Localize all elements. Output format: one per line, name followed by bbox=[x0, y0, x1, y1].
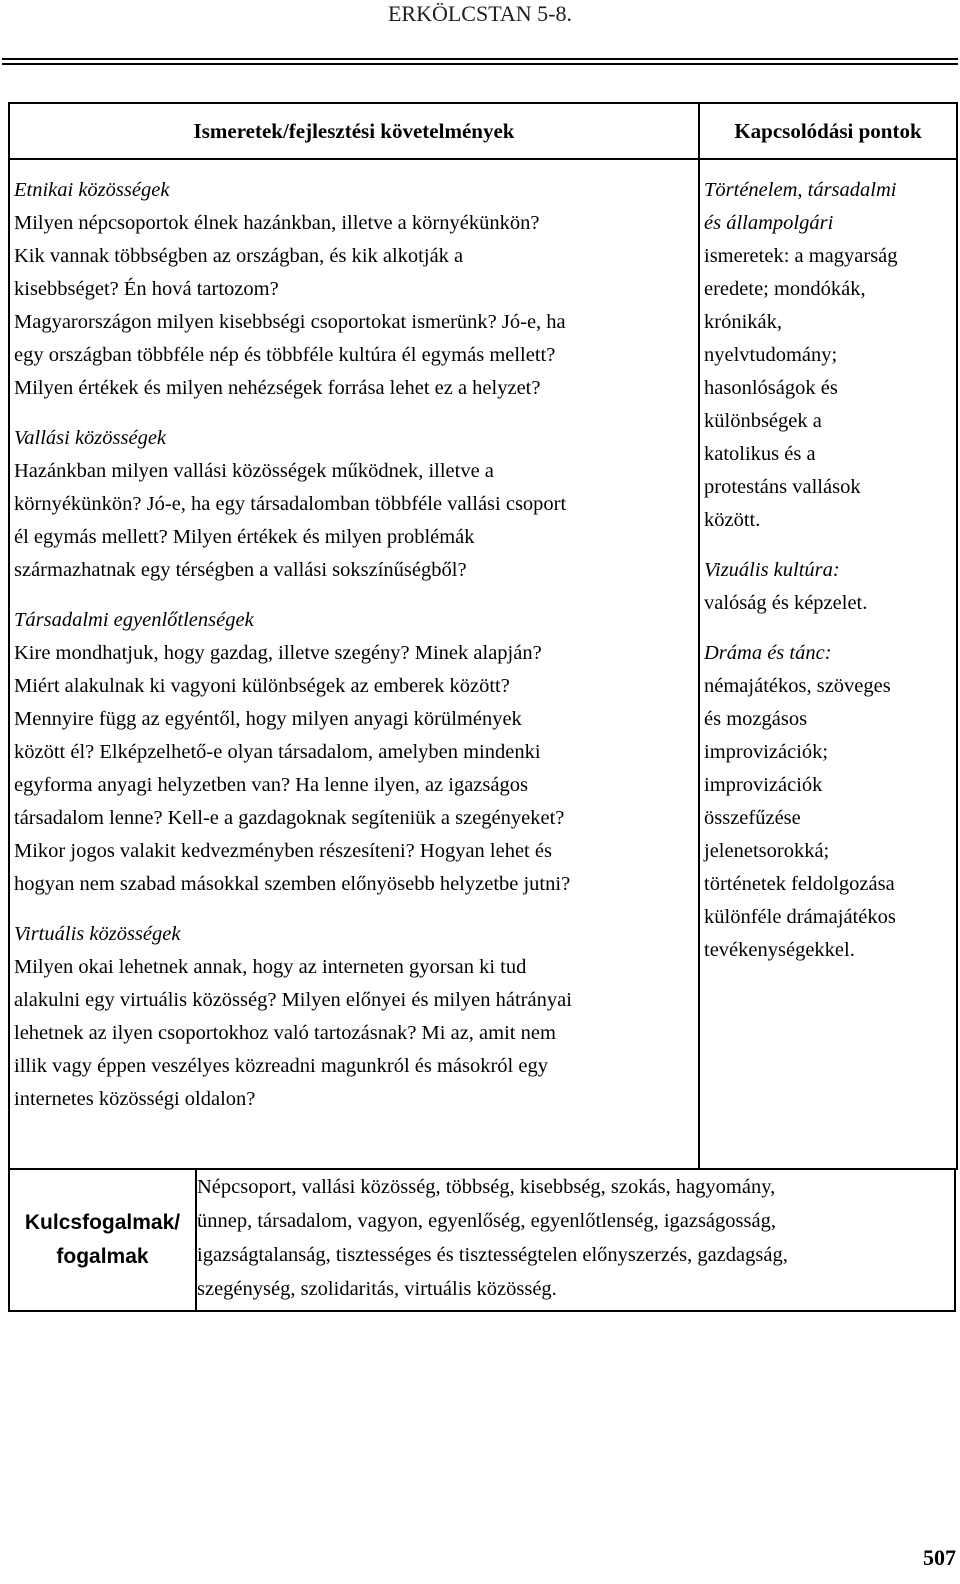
section-title: Társadalmi egyenlőtlenségek bbox=[14, 609, 254, 631]
connection-text-line: tevékenységekkel. bbox=[704, 939, 855, 961]
connection-text-line: valóság és képzelet. bbox=[704, 592, 868, 614]
section-text-line: Milyen népcsoportok élnek hazánkban, illetve a környékünkön? bbox=[14, 212, 540, 234]
requirements-section bbox=[14, 918, 692, 1116]
section-text-line: környékünkön? Jó-e, ha egy társadalomban többféle vallási csoport bbox=[14, 493, 567, 515]
connection-text-line: protestáns vallások bbox=[704, 476, 861, 498]
section-text-line: Kik vannak többségben az országban, és kik alkotják a bbox=[14, 245, 464, 267]
connection-text-line: improvizációk; bbox=[704, 741, 829, 763]
requirements-content bbox=[10, 160, 698, 1116]
section-text-line: lehetnek az ilyen csoportokhoz való tartozásnak? Mi az, amit nem bbox=[14, 1022, 556, 1044]
keywords-label-line: Kulcsfogalmak/ bbox=[24, 1211, 181, 1234]
section-text-line: él egymás mellett? Milyen értékek és milyen problémák bbox=[14, 526, 475, 548]
connection-text-line: és mozgásos bbox=[704, 708, 808, 730]
keywords-text bbox=[196, 1169, 955, 1311]
page-number: 507 bbox=[923, 1545, 956, 1570]
section-text-line: egyforma anyagi helyzetben van? Ha lenne ilyen, az igazságos bbox=[14, 774, 528, 796]
connection-text-line: nyelvtudomány; bbox=[704, 344, 838, 366]
connection-section bbox=[704, 174, 952, 537]
connection-text-line: történetek feldolgozása bbox=[704, 873, 895, 895]
requirements-section bbox=[14, 174, 692, 405]
section-text-line: Mikor jogos valakit kedvezményben részesíteni? Hogyan lehet és bbox=[14, 840, 552, 862]
connection-subject-title: Dráma és tánc: bbox=[704, 642, 832, 664]
connections-content bbox=[700, 160, 956, 967]
keywords-label-line: fogalmak bbox=[56, 1245, 149, 1268]
requirements-section bbox=[14, 604, 692, 901]
keywords-text-line: szegénység, szolidaritás, virtuális közösség. bbox=[197, 1278, 557, 1300]
section-text-line: Magyarországon milyen kisebbségi csoportokat ismerünk? Jó-e, ha bbox=[14, 311, 566, 333]
connections-cell bbox=[699, 159, 957, 1169]
connection-text-line: ismeretek: a magyarság bbox=[704, 245, 898, 267]
section-text-line: illik vagy éppen veszélyes közreadni magunkról és másokról egy bbox=[14, 1055, 548, 1077]
connection-text-line: különbségek a bbox=[704, 410, 822, 432]
header-divider bbox=[2, 58, 958, 60]
section-text-line: Hazánkban milyen vallási közösségek működnek, illetve a bbox=[14, 460, 494, 482]
connection-text-line: eredete; mondókák, bbox=[704, 278, 866, 300]
column-header-connections: Kapcsolódási pontok bbox=[699, 103, 957, 159]
table-header-row bbox=[9, 103, 957, 159]
connection-subject-title: és állampolgári bbox=[704, 212, 834, 234]
section-text-line: társadalom lenne? Kell-e a gazdagoknak segíteniük a szegényeket? bbox=[14, 807, 565, 829]
section-text-line: hogyan nem szabad másokkal szemben előnyösebb helyzetbe jutni? bbox=[14, 873, 571, 895]
connection-text-line: némajátékos, szöveges bbox=[704, 675, 891, 697]
keywords-label bbox=[9, 1169, 196, 1311]
connection-text-line: jelenetsorokká; bbox=[704, 840, 830, 862]
section-text-line: Kire mondhatjuk, hogy gazdag, illetve szegény? Minek alapján? bbox=[14, 642, 542, 664]
section-text-line: Milyen okai lehetnek annak, hogy az interneten gyorsan ki tud bbox=[14, 956, 527, 978]
section-title: Vallási közösségek bbox=[14, 427, 167, 449]
connection-text-line: katolikus és a bbox=[704, 443, 816, 465]
requirements-section bbox=[14, 422, 692, 587]
connection-section bbox=[704, 637, 952, 967]
connection-text-line: improvizációk bbox=[704, 774, 823, 796]
connection-text-line: különféle drámajátékos bbox=[704, 906, 896, 928]
connection-text-line: között. bbox=[704, 509, 761, 531]
section-text-line: kisebbséget? Én hová tartozom? bbox=[14, 278, 279, 300]
section-text-line: internetes közösségi oldalon? bbox=[14, 1088, 256, 1110]
section-title: Virtuális közösségek bbox=[14, 923, 181, 945]
connection-text-line: krónikák, bbox=[704, 311, 782, 333]
section-text-line: származhatnak egy térségben a vallási sokszínűségből? bbox=[14, 559, 467, 581]
section-text-line: Milyen értékek és milyen nehézségek forrása lehet ez a helyzet? bbox=[14, 377, 541, 399]
keywords-table bbox=[8, 1168, 956, 1312]
page-header-title: ERKÖLCSTAN 5-8. bbox=[387, 1, 572, 26]
section-text-line: egy országban többféle nép és többféle kultúra él egymás mellett? bbox=[14, 344, 556, 366]
connection-text-line: összefűzése bbox=[704, 807, 801, 829]
requirements-table bbox=[8, 102, 958, 1170]
keywords-text-line: ünnep, társadalom, vagyon, egyenlőség, egyenlőtlenség, igazságosság, bbox=[197, 1210, 776, 1232]
column-header-requirements: Ismeretek/fejlesztési követelmények bbox=[9, 103, 699, 159]
keywords-row bbox=[9, 1169, 955, 1311]
section-text-line: Miért alakulnak ki vagyoni különbségek az emberek között? bbox=[14, 675, 510, 697]
section-text-line: alakulni egy virtuális közösség? Milyen előnyei és milyen hátrányai bbox=[14, 989, 572, 1011]
section-text-line: között él? Elképzelhető-e olyan társadalom, amelyben mindenki bbox=[14, 741, 541, 763]
connection-section bbox=[704, 554, 952, 620]
connection-text-line: hasonlóságok és bbox=[704, 377, 838, 399]
connection-subject-title: Történelem, társadalmi bbox=[704, 179, 897, 201]
section-text-line: Mennyire függ az egyéntől, hogy milyen anyagi körülmények bbox=[14, 708, 522, 730]
section-title: Etnikai közösségek bbox=[14, 179, 170, 201]
requirements-cell bbox=[9, 159, 699, 1169]
keywords-text-line: Népcsoport, vallási közösség, többség, kisebbség, szokás, hagyomány, bbox=[197, 1176, 776, 1198]
keywords-text-line: igazságtalanság, tisztességes és tisztességtelen előnyszerzés, gazdagság, bbox=[197, 1244, 788, 1266]
connection-subject-title: Vizuális kultúra: bbox=[704, 559, 840, 581]
header-divider-secondary bbox=[2, 63, 958, 65]
table-body-row bbox=[9, 159, 957, 1169]
